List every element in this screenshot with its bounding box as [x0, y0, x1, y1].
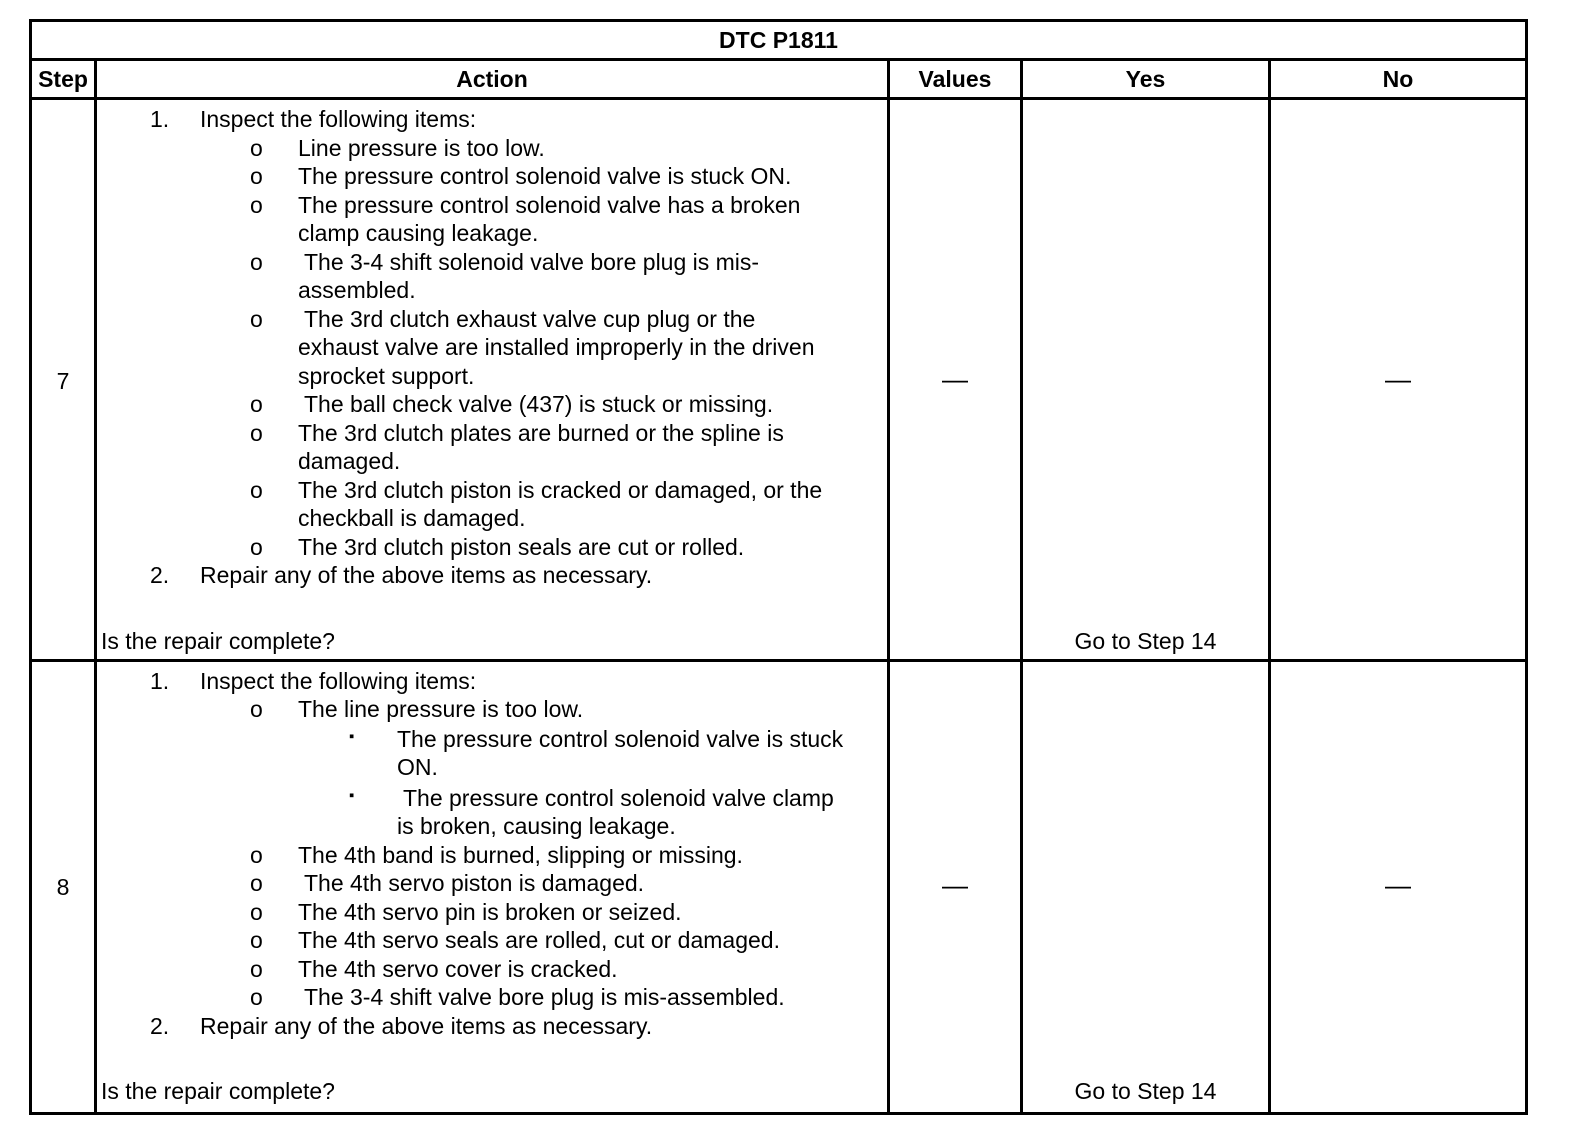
- list-marker: o: [250, 391, 263, 417]
- list-marker: o: [250, 419, 263, 446]
- list-item: The pressure control solenoid valve is stuck ON.: [298, 163, 792, 189]
- list-marker: o: [250, 927, 263, 953]
- list-item: Inspect the following items:: [200, 668, 477, 694]
- list-marker: o: [250, 870, 263, 896]
- list-item: Repair any of the above items as necessary.: [200, 1013, 653, 1039]
- header-yes: Yes: [1125, 66, 1166, 92]
- list-item: The pressure control solenoid valve has a broken: [298, 191, 801, 218]
- col-divider-yes: [1268, 58, 1271, 1115]
- list-item: The 3rd clutch exhaust valve cup plug or the: [298, 305, 756, 332]
- list-item: damaged.: [298, 448, 401, 474]
- yes-cell: Go to Step 14: [1074, 1078, 1217, 1104]
- list-item: sprocket support.: [298, 362, 475, 389]
- values-cell: —: [942, 870, 968, 900]
- list-marker: o: [250, 248, 263, 275]
- list-item: Repair any of the above items as necessary.: [200, 562, 653, 588]
- list-marker: 2.: [150, 1013, 170, 1039]
- list-item: The 3-4 shift valve bore plug is mis-assembled.: [298, 984, 785, 1010]
- list-marker: o: [250, 696, 263, 722]
- list-marker: ▪: [349, 787, 355, 804]
- row-divider: [29, 659, 1528, 662]
- col-divider-step: [94, 58, 97, 1115]
- list-marker: o: [250, 191, 263, 218]
- header-action: Action: [456, 66, 528, 92]
- col-divider-values: [1020, 58, 1023, 1115]
- col-divider-action: [887, 58, 890, 1115]
- list-marker: o: [250, 984, 263, 1010]
- list-item: ON.: [397, 754, 438, 780]
- list-item: The 4th band is burned, slipping or missing.: [298, 842, 743, 868]
- list-item: clamp causing leakage.: [298, 220, 539, 246]
- list-marker: o: [250, 476, 263, 503]
- list-marker: 1.: [150, 106, 170, 132]
- list-item: The 3rd clutch plates are burned or the spline is: [298, 419, 784, 446]
- list-item: Line pressure is too low.: [298, 134, 545, 161]
- header-values: Values: [918, 66, 992, 92]
- repair-question: Is the repair complete?: [101, 1078, 335, 1104]
- list-marker: 2.: [150, 562, 170, 588]
- yes-cell: Go to Step 14: [1074, 628, 1217, 654]
- header-divider: [29, 97, 1528, 100]
- list-marker: o: [250, 533, 263, 560]
- header-step: Step: [38, 66, 88, 92]
- repair-question: Is the repair complete?: [101, 628, 335, 654]
- list-item: The line pressure is too low.: [298, 696, 584, 722]
- list-item: The 4th servo piston is damaged.: [298, 870, 645, 896]
- list-item: The 4th servo cover is cracked.: [298, 956, 618, 982]
- table-title: DTC P1811: [719, 27, 838, 53]
- list-marker: o: [250, 134, 263, 161]
- no-cell: —: [1385, 364, 1411, 394]
- list-item: checkball is damaged.: [298, 505, 526, 531]
- step-number: 7: [56, 368, 70, 394]
- step-number: 8: [56, 874, 70, 900]
- list-marker: o: [250, 305, 263, 332]
- list-item: The 3rd clutch piston is cracked or damaged, or the: [298, 476, 823, 503]
- list-marker: o: [250, 956, 263, 982]
- list-item: The pressure control solenoid valve is stuck: [397, 726, 844, 752]
- list-item: The 4th servo pin is broken or seized.: [298, 899, 682, 925]
- list-marker: o: [250, 163, 263, 189]
- list-marker: o: [250, 842, 263, 868]
- list-item: Inspect the following items:: [200, 106, 477, 132]
- list-item: The 4th servo seals are rolled, cut or damaged.: [298, 927, 780, 953]
- list-item: The pressure control solenoid valve clamp: [397, 785, 834, 811]
- list-item: exhaust valve are installed improperly in the driven: [298, 334, 815, 360]
- list-marker: o: [250, 899, 263, 925]
- list-marker: ▪: [349, 728, 355, 745]
- no-cell: —: [1385, 870, 1411, 900]
- list-marker: 1.: [150, 668, 170, 694]
- header-no: No: [1382, 66, 1414, 92]
- list-item: is broken, causing leakage.: [397, 813, 676, 839]
- list-item: The 3rd clutch piston seals are cut or rolled.: [298, 533, 745, 560]
- values-cell: —: [942, 364, 968, 394]
- list-item: assembled.: [298, 277, 416, 303]
- list-item: The 3-4 shift solenoid valve bore plug is mis-: [298, 248, 760, 275]
- list-item: The ball check valve (437) is stuck or missing.: [298, 391, 774, 417]
